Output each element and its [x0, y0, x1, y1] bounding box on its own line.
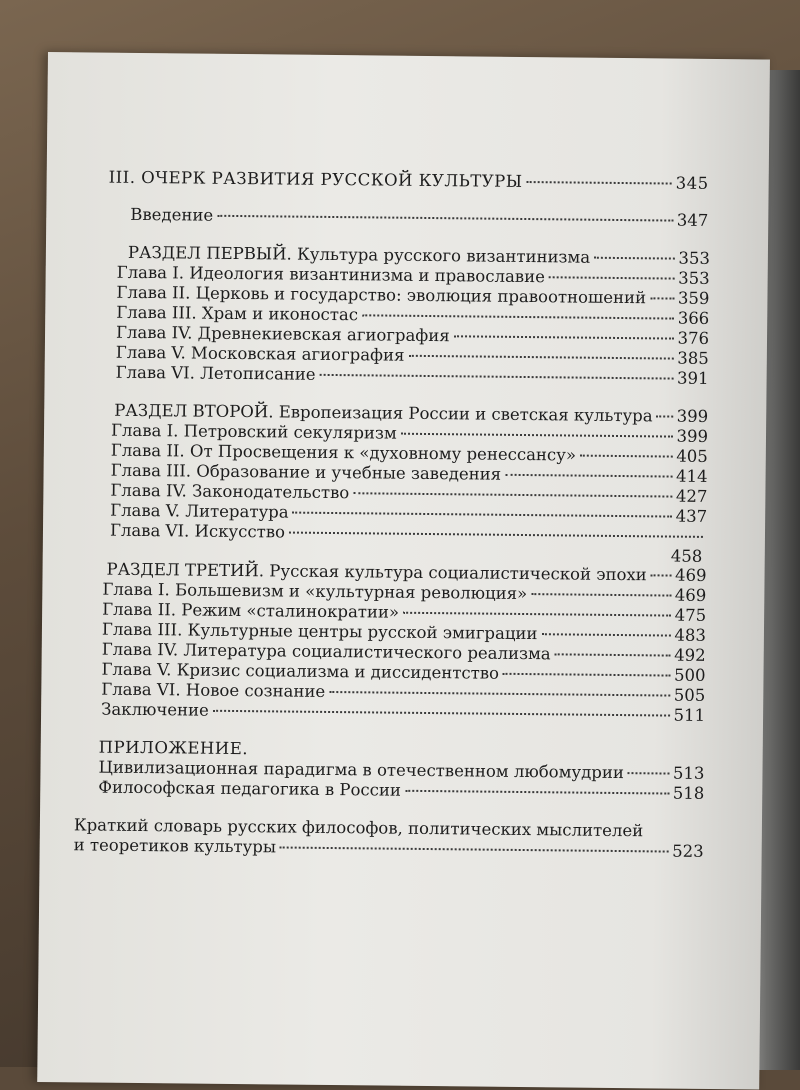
- entry-page: 366: [677, 308, 710, 328]
- dot-leader: [555, 653, 671, 656]
- entry-page: 437: [675, 506, 708, 526]
- entry-title: Глава III. Образование и учебные заведения: [110, 460, 502, 484]
- dot-leader: [405, 790, 669, 795]
- entry-page: 523: [672, 841, 704, 861]
- dot-leader: [594, 257, 674, 260]
- entry-page: 391: [677, 368, 709, 388]
- dot-leader: [650, 297, 674, 299]
- entry-title: Заключение: [101, 699, 209, 720]
- dot-leader: [213, 710, 670, 717]
- section-page: 399: [676, 406, 709, 426]
- trailing-page-number: 458: [670, 546, 703, 566]
- dot-leader: [541, 633, 670, 636]
- entry-title: Глава V. Кризис социализма и диссидентство: [101, 659, 500, 683]
- dot-leader: [217, 215, 673, 222]
- entry-title: Глава I. Идеология византинизма и православие: [116, 262, 545, 287]
- dot-leader: [651, 574, 671, 576]
- dot-leader: [329, 691, 670, 697]
- table-of-contents: [38, 52, 770, 1060]
- entry-page: 405: [676, 446, 708, 466]
- dot-leader: [657, 415, 673, 417]
- dot-leader: [527, 181, 672, 185]
- part-page: 345: [675, 173, 709, 193]
- entry-title: Глава IV. Законодательство: [110, 480, 350, 503]
- dot-leader: [503, 673, 670, 677]
- entry-title: Глава VI. Новое сознание: [101, 679, 326, 701]
- section-title: РАЗДЕЛ ВТОРОЙ. Европеизация России и светская культура: [114, 400, 653, 426]
- entry-title: Глава I. Большевизм и «культурная революция»: [102, 579, 528, 604]
- dot-leader: [580, 455, 672, 458]
- appendix-heading: ПРИЛОЖЕНИЕ.: [98, 737, 249, 759]
- entry-page: 492: [674, 645, 706, 665]
- entry-title: Цивилизационная парадигма в отечественном любомудрии: [98, 757, 624, 783]
- dot-leader: [403, 612, 671, 617]
- part-title: III. ОЧЕРК РАЗВИТИЯ РУССКОЙ КУЛЬТУРЫ: [108, 167, 523, 191]
- entry-title: Глава II. Режим «сталинократии»: [102, 599, 400, 622]
- dot-leader: [505, 474, 672, 478]
- entry-page: 359: [677, 288, 710, 308]
- entry-page: 385: [677, 348, 709, 368]
- dot-leader: [628, 772, 669, 774]
- entry-page: 500: [673, 665, 706, 685]
- entry-page: 513: [672, 763, 705, 783]
- dot-leader: [549, 276, 674, 279]
- dictionary-title-line1: Краткий словарь русских философов, политических мыслителей: [73, 815, 644, 841]
- dot-leader: [454, 335, 674, 339]
- book-page: [37, 52, 770, 1090]
- entry-page: 376: [677, 328, 710, 348]
- entry-page: 414: [675, 466, 708, 486]
- section-page: 469: [674, 565, 707, 585]
- entry-title: и теоретиков культуры: [73, 835, 277, 857]
- entry-title: Введение: [130, 204, 214, 225]
- entry-page: 505: [673, 685, 706, 705]
- entry-title: Глава IV. Древнекиевская агиография: [115, 322, 450, 346]
- entry-title: Глава VI. Искусство: [109, 520, 286, 542]
- dot-leader: [289, 532, 703, 538]
- entry-page: 511: [673, 705, 706, 725]
- section-title: РАЗДЕЛ ПЕРВЫЙ. Культура русского византинизма: [127, 242, 591, 267]
- section-page: 353: [678, 248, 710, 268]
- entry-title: Глава IV. Литература социалистического реализма: [101, 639, 551, 664]
- entry-title: Глава I. Петровский секуляризм: [110, 420, 397, 443]
- dot-leader: [280, 846, 668, 852]
- entry-page: 518: [672, 783, 705, 803]
- entry-page: 475: [674, 605, 707, 625]
- dot-leader: [320, 374, 674, 380]
- part-heading: [109, 168, 709, 194]
- dot-leader: [293, 512, 672, 518]
- entry-page: 427: [675, 486, 708, 506]
- section-title: РАЗДЕЛ ТРЕТИЙ. Русская культура социалистической эпохи: [106, 559, 647, 585]
- entry-page: 347: [676, 210, 709, 230]
- dot-leader: [362, 314, 674, 319]
- dot-leader: [408, 355, 673, 360]
- entry-page: 469: [674, 585, 707, 605]
- entry-title: Глава VI. Летописание: [115, 362, 316, 384]
- dot-leader: [401, 433, 673, 438]
- entry-page: 353: [678, 268, 710, 288]
- entry-title: Глава III. Культурные центры русской эмиграции: [101, 619, 538, 644]
- entry-title: Глава V. Московская агиография: [115, 342, 405, 365]
- entry-page: 483: [674, 625, 707, 645]
- entry-title: Глава III. Храм и иконостас: [116, 302, 359, 325]
- entry-title: Глава II. Церковь и государство: эволюция правоотношений: [116, 282, 647, 308]
- entry-page: 399: [676, 426, 709, 446]
- entry-title: Глава II. От Просвещения к «духовному ренессансу»: [110, 440, 577, 465]
- entry-title: Философская педагогика в России: [98, 777, 402, 800]
- toc-entry-intro: [130, 205, 708, 231]
- entry-title: Глава V. Литература: [110, 500, 289, 522]
- dot-leader: [353, 492, 672, 497]
- dot-leader: [531, 593, 671, 596]
